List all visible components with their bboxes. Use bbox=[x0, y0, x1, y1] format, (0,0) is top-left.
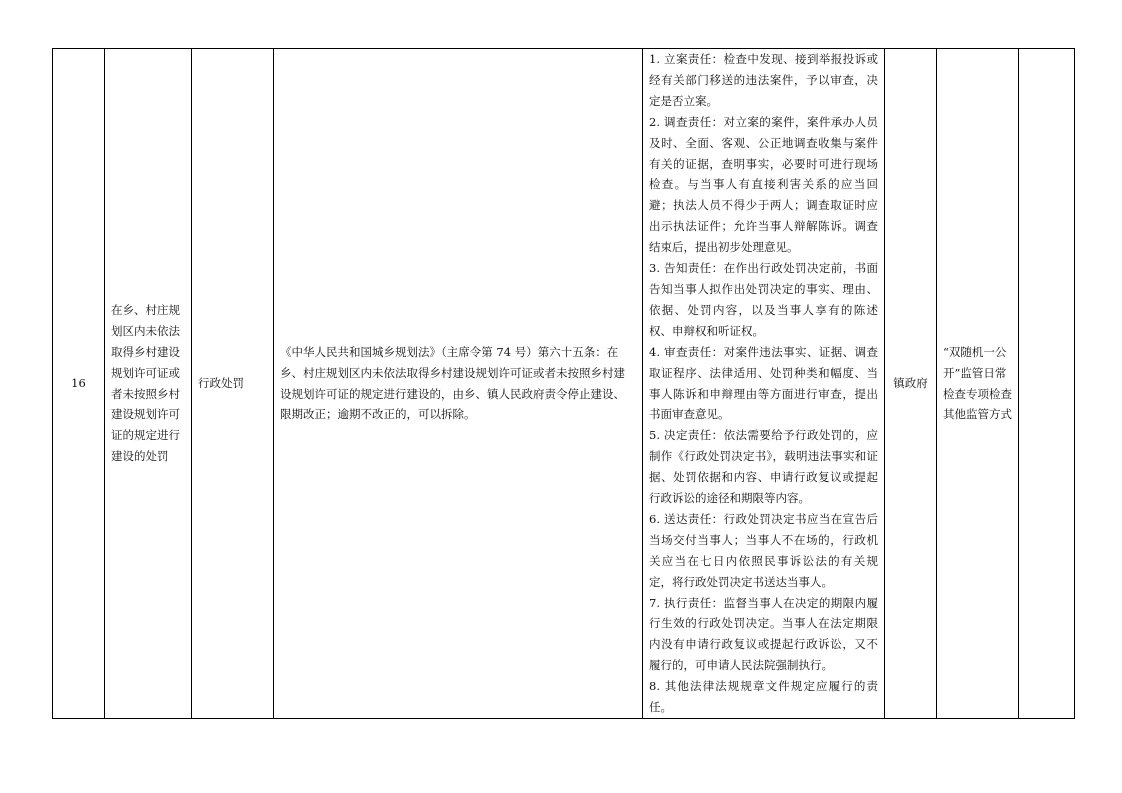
responsibility-item: 5. 决定责任：依法需要给予行政处罚的，应制作《行政处罚决定书》，载明违法事实和证据、处罚依据和内容、申请行政复议或提起行政诉讼的途径和期限等内容。 bbox=[649, 428, 878, 506]
responsibility-item: 3. 告知责任：在作出行政处罚决定前，书面告知当事人拟作出处罚决定的事实、理由、依据、处罚内容，以及当事人享有的陈述权、申辩权和听证权。 bbox=[649, 261, 878, 338]
responsibility-table bbox=[52, 48, 1075, 719]
responsible-subject: 镇政府 bbox=[885, 49, 937, 719]
item-category: 行政处罚 bbox=[192, 49, 274, 719]
item-name: 在乡、村庄规划区内未依法取得乡村建设规划许可证或者未按照乡村建设规划许可证的规定进行建设的处罚 bbox=[105, 49, 192, 719]
legal-basis: 《中华人民共和国城乡规划法》（主席令第 74 号）第六十五条：在乡、村庄规划区内未依法取得乡村建设规划许可证或者未按照乡村建设规划许可证的规定进行建设的，由乡、镇人民政府责令停止建设、限期改正；逾期不改正的，可以拆除。 bbox=[274, 49, 643, 719]
responsibility-item: 2. 调查责任：对立案的案件，案件承办人员及时、全面、客观、公正地调查收集与案件有关的证据，查明事实，必要时可进行现场检查。与当事人有直接利害关系的应当回避；执法人员不得少于两人；调查取证时应出示执法证件；允许当事人辩解陈诉。调查结束后，提出初步处理意见。 bbox=[649, 114, 878, 255]
responsibility-item: 6. 送达责任：行政处罚决定书应当在宣告后当场交付当事人；当事人不在场的，行政机关应当在七日内依照民事诉讼法的有关规定，将行政处罚决定书送达当事人。 bbox=[649, 511, 878, 589]
responsibility-item: 8. 其他法律法规规章文件规定应履行的责任。 bbox=[649, 679, 878, 715]
remarks-cell bbox=[1019, 49, 1075, 719]
responsibility-item: 7. 执行责任：监督当事人在决定的期限内履行生效的行政处罚决定。当事人在法定期限内没有申请行政复议或提起行政诉讼，又不履行的，可申请人民法院强制执行。 bbox=[649, 595, 878, 673]
responsibility-item: 1. 立案责任：检查中发现、接到举报投诉或经有关部门移送的违法案件，予以审查，决定是否立案。 bbox=[649, 52, 878, 108]
row-number: 16 bbox=[53, 49, 105, 719]
table-row bbox=[53, 49, 1075, 719]
responsibility-list bbox=[643, 49, 885, 719]
responsibility-item: 4. 审查责任：对案件违法事实、证据、调查取证程序、法律适用、处罚种类和幅度、当事人陈诉和申辩理由等方面进行审查，提出书面审查意见。 bbox=[649, 344, 878, 422]
supervision-methods: “双随机一公开”监管日常检查专项检查其他监管方式 bbox=[937, 49, 1019, 719]
